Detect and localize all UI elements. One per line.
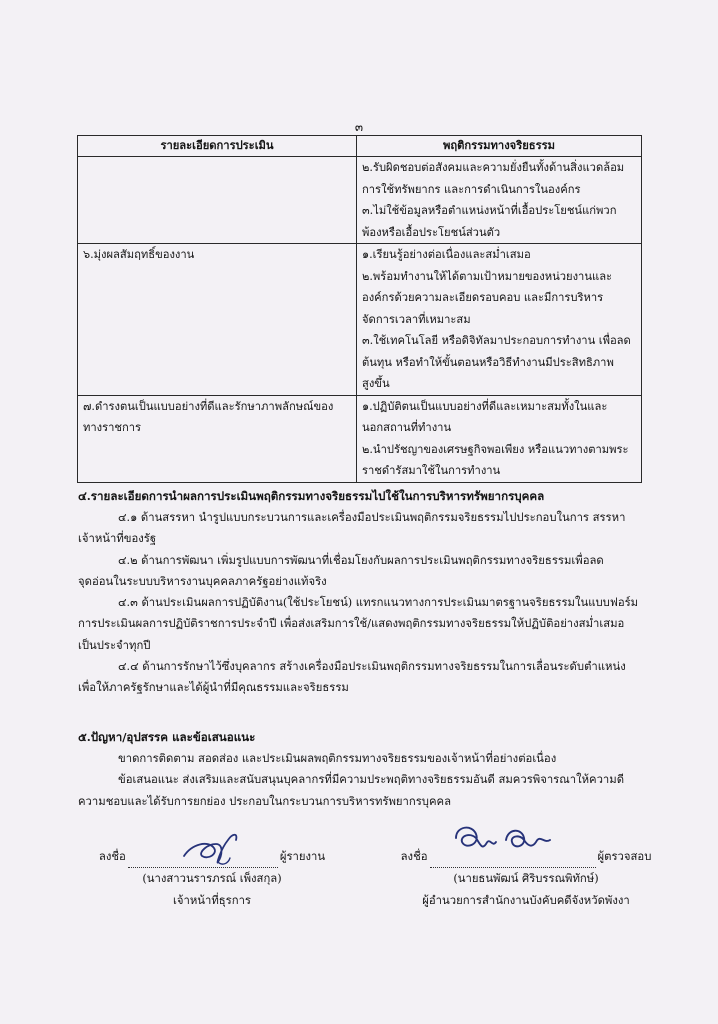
signer-title: ผู้อำนวยการสำนักงานบังคับคดีจังหวัดพังงา <box>422 894 630 907</box>
page-number: ๓ <box>354 120 364 134</box>
behavior-line: ต้นทุน หรือทำให้ขั้นตอนหรือวิธีทำงานมีประสิทธิภาพ <box>362 355 614 369</box>
signer-name: (นายธนพัฒน์ ศิริบรรณพิทักษ์) <box>453 872 599 885</box>
behavior-line: ๒.พร้อมทำงานให้ได้ตามเป้าหมายของหน่วยงานและ <box>362 269 613 283</box>
paragraph-line: ๔.๔ ด้านการรักษาไว้ซึ่งบุคลากร สร้างเครื่องมือประเมินพฤติกรรมทางจริยธรรมในการเลื่อนระดับตำแหน่ง <box>118 660 626 674</box>
signature-block-reporter <box>72 846 352 912</box>
signature-block-inspector <box>376 846 676 912</box>
behavior-line: ๑.ปฏิบัติตนเป็นแบบอย่างที่ดีและเหมาะสมทั้งในและ <box>362 399 608 413</box>
behavior-line: สูงขึ้น <box>362 377 390 390</box>
signature-dotted-line <box>430 853 596 868</box>
paragraph <box>78 748 648 769</box>
paragraph <box>78 592 648 656</box>
table-row <box>78 157 642 244</box>
signature-role: ผู้รายงาน <box>279 850 326 863</box>
paragraph-line: ความชอบและได้รับการยกย่อง ประกอบในกระบวนการบริหารทรัพยากรบุคคล <box>78 794 452 808</box>
behavior-line: การใช้ทรัพยากร และการดำเนินการในองค์กร <box>362 182 581 196</box>
evaluation-table <box>77 135 642 483</box>
paragraph-line: จุดอ่อนในระบบบริหารงานบุคคลภาครัฐอย่างแท้จริง <box>78 574 327 588</box>
criterion-cell <box>78 157 357 244</box>
paragraph-line: ข้อเสนอแนะ ส่งเสริมและสนับสนุนบุคลากรที่มีความประพฤติทางจริยธรรมอันดี สมควรพิจารณาให้ความดี <box>118 773 625 787</box>
paragraph-line: ๔.๑ ด้านสรรหา นำรูปแบบกระบวนการและเครื่องมือประเมินพฤติกรรมจริยธรรมไปประกอบในการ สรรหา <box>118 511 626 524</box>
behavior-line: ๒.รับผิดชอบต่อสังคมและความยั่งยืนทั้งด้านสิ่งแวดล้อม <box>362 161 625 174</box>
section-4 <box>78 485 648 699</box>
paragraph-line: เพื่อให้ภาครัฐรักษาและได้ผู้นำที่มีคุณธรรมและจริยธรรม <box>78 681 349 695</box>
paragraph-line: การประเมินผลการปฏิบัติราชการประจำปี เพื่อส่งเสริมการใช้/แสดงพฤติกรรมทางจริยธรรมให้ปฏิบัติอย่างสม่ำเสมอ <box>78 617 625 631</box>
criterion-cell <box>78 244 357 396</box>
table-row <box>78 244 642 396</box>
criterion-text: ทางราชการ <box>83 421 142 434</box>
paragraph <box>78 507 648 550</box>
paragraph-line: ขาดการติดตาม สอดส่อง และประเมินผลพฤติกรรมทางจริยธรรมของเจ้าหน้าที่อย่างต่อเนื่อง <box>118 752 557 765</box>
signer-title: เจ้าหน้าที่ธุรการ <box>173 894 251 907</box>
criterion-text: ๗.ดำรงตนเป็นแบบอย่างที่ดีและรักษาภาพลักษณ์ของ <box>83 399 334 413</box>
behavior-line: ๒.นำปรัชญาของเศรษฐกิจพอเพียง หรือแนวทางตามพระ <box>362 442 629 456</box>
section-5-heading: ๕.ปัญหา/อุปสรรค และข้อเสนอแนะ <box>78 730 256 744</box>
criterion-cell <box>78 395 357 482</box>
header-behavior: พฤติกรรมทางจริยธรรม <box>357 136 642 157</box>
paragraph-line: เจ้าหน้าที่ของรัฐ <box>78 532 157 546</box>
signer-name: (นางสาวนรารภรณ์ เพ็งสกุล) <box>142 872 282 885</box>
signature-dotted-line <box>128 853 278 868</box>
behavior-cell <box>357 395 642 482</box>
paragraph-line: เป็นประจำทุกปี <box>78 638 151 652</box>
behavior-line: นอกสถานที่ทำงาน <box>362 421 452 434</box>
paragraph <box>78 769 648 812</box>
table-header-row <box>78 136 642 157</box>
behavior-line: พ้องหรือเอื้อประโยชน์ส่วนตัว <box>362 225 501 239</box>
behavior-cell <box>357 244 642 396</box>
behavior-line: ๓.ใช้เทคโนโลยี หรือดิจิทัลมาประกอบการทำงาน เพื่อลด <box>362 334 631 347</box>
section-5 <box>78 726 648 812</box>
behavior-line: องค์กรด้วยความละเอียดรอบคอบ และมีการบริหาร <box>362 291 604 304</box>
behavior-line: ๑.เรียนรู้อย่างต่อเนื่องและสม่ำเสมอ <box>362 248 531 261</box>
paragraph <box>78 656 648 699</box>
behavior-cell <box>357 157 642 244</box>
table-row <box>78 395 642 482</box>
signature-prefix: ลงชื่อ <box>400 850 428 863</box>
paragraph <box>78 550 648 593</box>
criterion-text: ๖.มุ่งผลสัมฤทธิ์ของงาน <box>83 248 195 261</box>
paragraph-line: ๔.๒ ด้านการพัฒนา เพิ่มรูปแบบการพัฒนาที่เชื่อมโยงกับผลการประเมินพฤติกรรมทางจริยธรรมเพื่อลด <box>118 553 604 567</box>
behavior-line: จัดการเวลาที่เหมาะสม <box>362 312 471 326</box>
header-criterion: รายละเอียดการประเมิน <box>78 136 357 157</box>
behavior-line: ๓.ไม่ใช้ข้อมูลหรือตำแหน่งหน้าที่เอื้อประโยชน์แก่พวก <box>362 204 617 217</box>
behavior-line: ราชดำรัสมาใช้ในการทำงาน <box>362 464 501 477</box>
signature-prefix: ลงชื่อ <box>98 850 126 863</box>
paragraph-line: ๔.๓ ด้านประเมินผลการปฏิบัติงาน(ใช้ประโยชน์) แทรกแนวทางการประเมินมาตรฐานจริยธรรมในแบบฟอร์ม <box>118 596 639 610</box>
section-4-heading: ๔.รายละเอียดการนำผลการประเมินพฤติกรรมทางจริยธรรมไปใช้ในการบริหารทรัพยากรบุคคล <box>78 489 545 503</box>
signature-role: ผู้ตรวจสอบ <box>597 850 652 863</box>
